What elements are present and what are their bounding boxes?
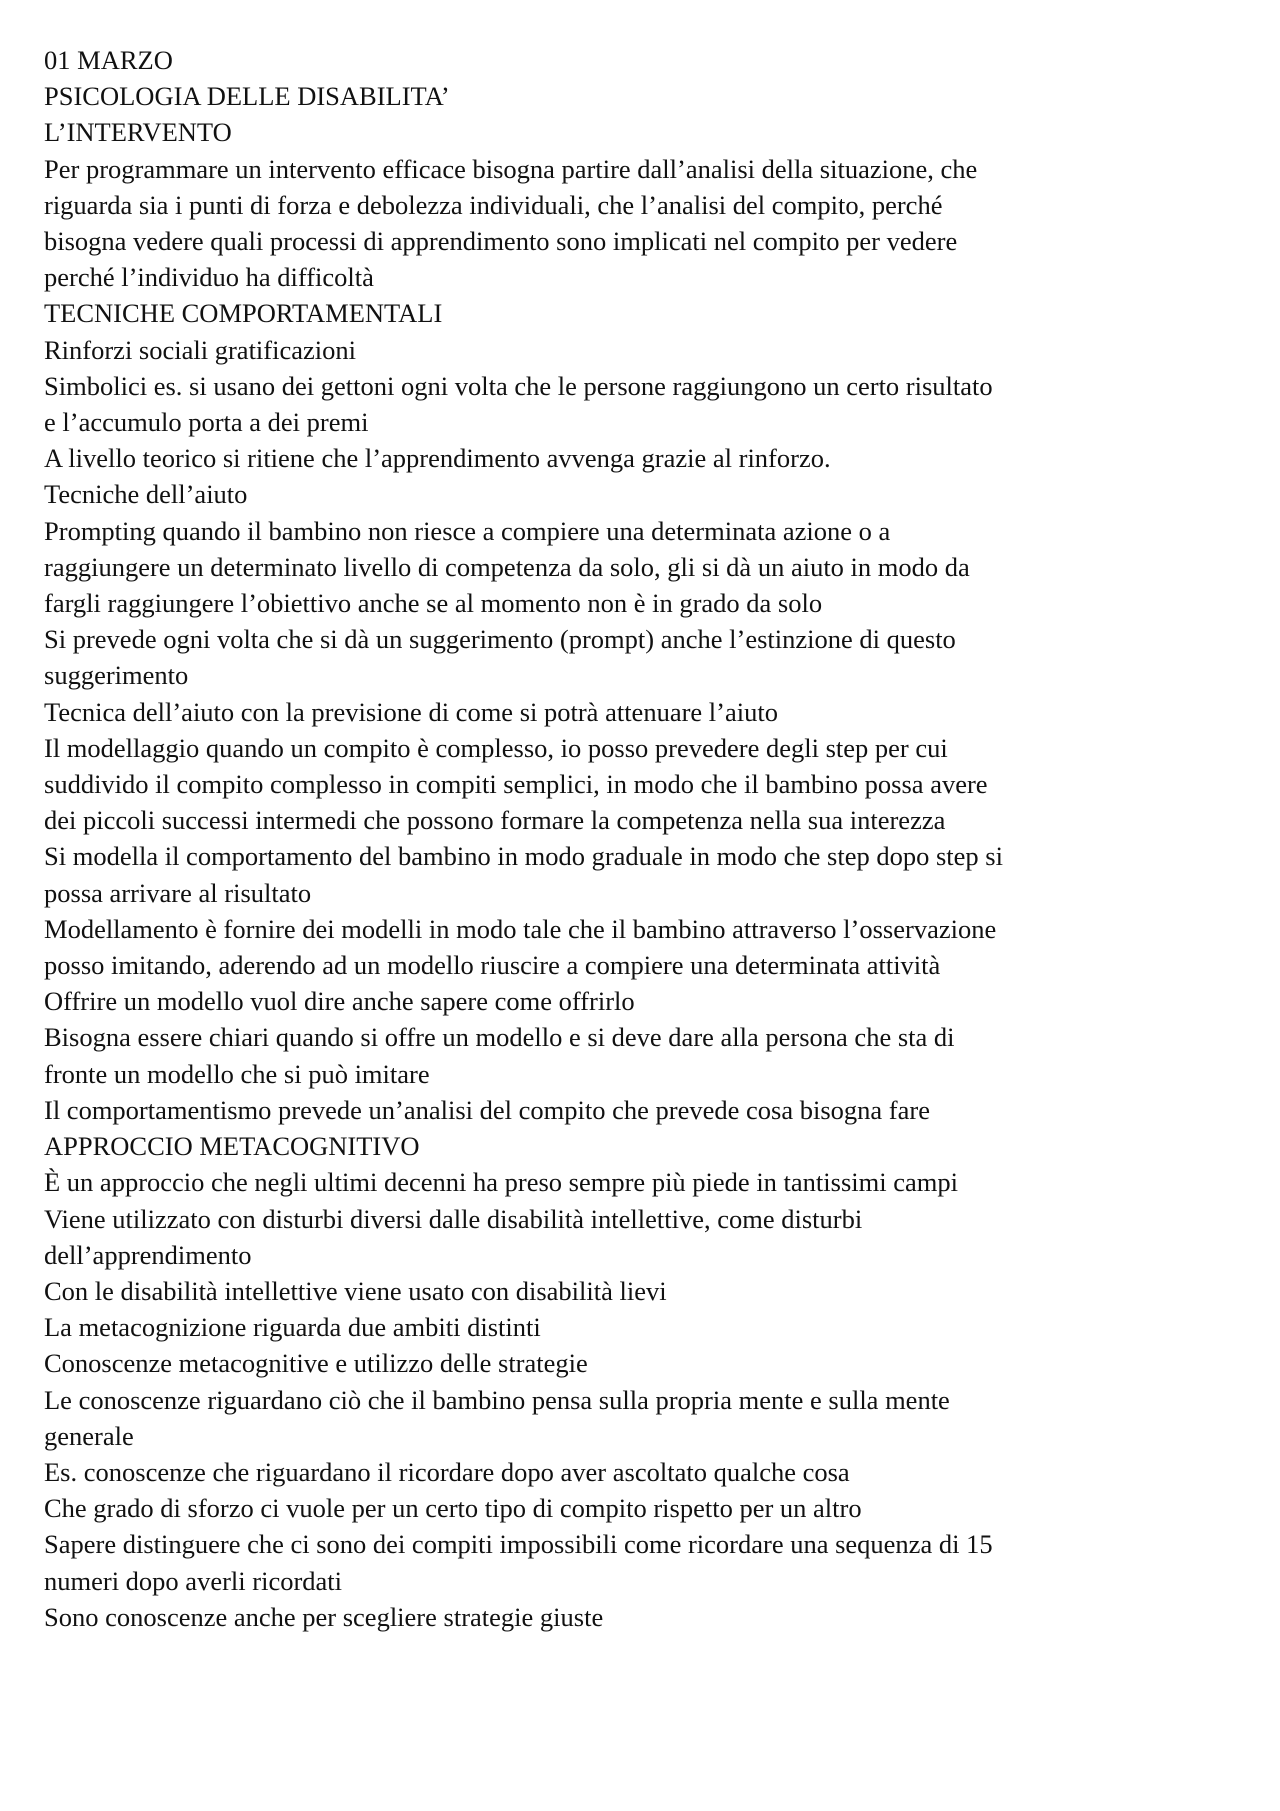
text-line: A livello teorico si ritiene che l’apprendimento avvenga grazie al rinforzo. [44,443,831,474]
text-line: Conoscenze metacognitive e utilizzo delle strategie [44,1348,588,1379]
text-line: È un approccio che negli ultimi decenni ha preso sempre più piede in tantissimi campi [44,1167,958,1198]
text-line: La metacognizione riguarda due ambiti distinti [44,1312,541,1343]
text-line: Si prevede ogni volta che si dà un suggerimento (prompt) anche l’estinzione di questo [44,624,956,655]
document-body [44,42,1194,1635]
date-heading: 01 MARZO [44,45,173,75]
text-line: Rinforzi sociali gratificazioni [44,334,356,365]
text-line: suddivido il compito complesso in compiti semplici, in modo che il bambino possa avere [44,769,988,800]
text-line: Tecnica dell’aiuto con la previsione di come si potrà attenuare l’aiuto [44,696,778,727]
text-line: dei piccoli successi intermedi che possono formare la competenza nella sua interezza [44,805,946,836]
subject-heading: PSICOLOGIA DELLE DISABILITA’ [44,81,450,112]
text-line: Il comportamentismo prevede un’analisi del compito che prevede cosa bisogna fare [44,1094,930,1125]
text-line: fronte un modello che si può imitare [44,1058,430,1089]
text-line: Modellamento è fornire dei modelli in modo tale che il bambino attraverso l’osservazione [44,913,997,944]
section-heading-intervento: L’INTERVENTO [44,117,232,148]
text-line: posso imitando, aderendo ad un modello riuscire a compiere una determinata attività [44,950,941,981]
text-line: Il modellaggio quando un compito è complesso, io posso prevedere degli step per cui [44,732,948,763]
text-line: Prompting quando il bambino non riesce a compiere una determinata azione o a [44,515,891,546]
text-line: Le conoscenze riguardano ciò che il bambino pensa sulla propria mente e sulla mente [44,1384,950,1415]
text-line: Si modella il comportamento del bambino in modo graduale in modo che step dopo step si [44,841,1003,872]
text-line: possa arrivare al risultato [44,877,312,908]
text-line: generale [44,1420,134,1451]
text-line: Viene utilizzato con disturbi diversi dalle disabilità intellettive, come disturbi [44,1203,863,1234]
text-line: e l’accumulo porta a dei premi [44,407,369,438]
section-heading-tecniche: TECNICHE COMPORTAMENTALI [44,298,443,329]
text-line: Es. conoscenze che riguardano il ricordare dopo aver ascoltato qualche cosa [44,1456,850,1487]
section-heading-metacognitivo: APPROCCIO METACOGNITIVO [44,1131,420,1162]
text-line: Che grado di sforzo ci vuole per un certo tipo di compito rispetto per un altro [44,1493,862,1524]
text-line: Simbolici es. si usano dei gettoni ogni volta che le persone raggiungono un certo risultato [44,370,993,401]
text-line: Offrire un modello vuol dire anche sapere come offrirlo [44,986,635,1017]
text-line: fargli raggiungere l’obiettivo anche se al momento non è in grado da solo [44,588,823,619]
text-line: raggiungere un determinato livello di competenza da solo, gli si dà un aiuto in modo da [44,551,970,582]
text-line: numeri dopo averli ricordati [44,1565,343,1596]
text-line: Tecniche dell’aiuto [44,479,248,510]
text-line: Con le disabilità intellettive viene usato con disabilità lievi [44,1275,667,1306]
text-line: dell’apprendimento [44,1239,252,1270]
text-line: bisogna vedere quali processi di apprendimento sono implicati nel compito per vedere [44,226,958,257]
text-line: Sapere distinguere che ci sono dei compiti impossibili come ricordare una sequenza di 15 [44,1529,993,1560]
text-line: suggerimento [44,660,189,691]
text-line: Per programmare un intervento efficace bisogna partire dall’analisi della situazione, che [44,153,978,184]
text-line: Sono conoscenze anche per scegliere strategie giuste [44,1601,604,1632]
text-line: perché l’individuo ha difficoltà [44,262,374,293]
text-line: riguarda sia i punti di forza e debolezza individuali, che l’analisi del compito, perché [44,189,943,220]
text-line: Bisogna essere chiari quando si offre un modello e si deve dare alla persona che sta di [44,1022,955,1053]
